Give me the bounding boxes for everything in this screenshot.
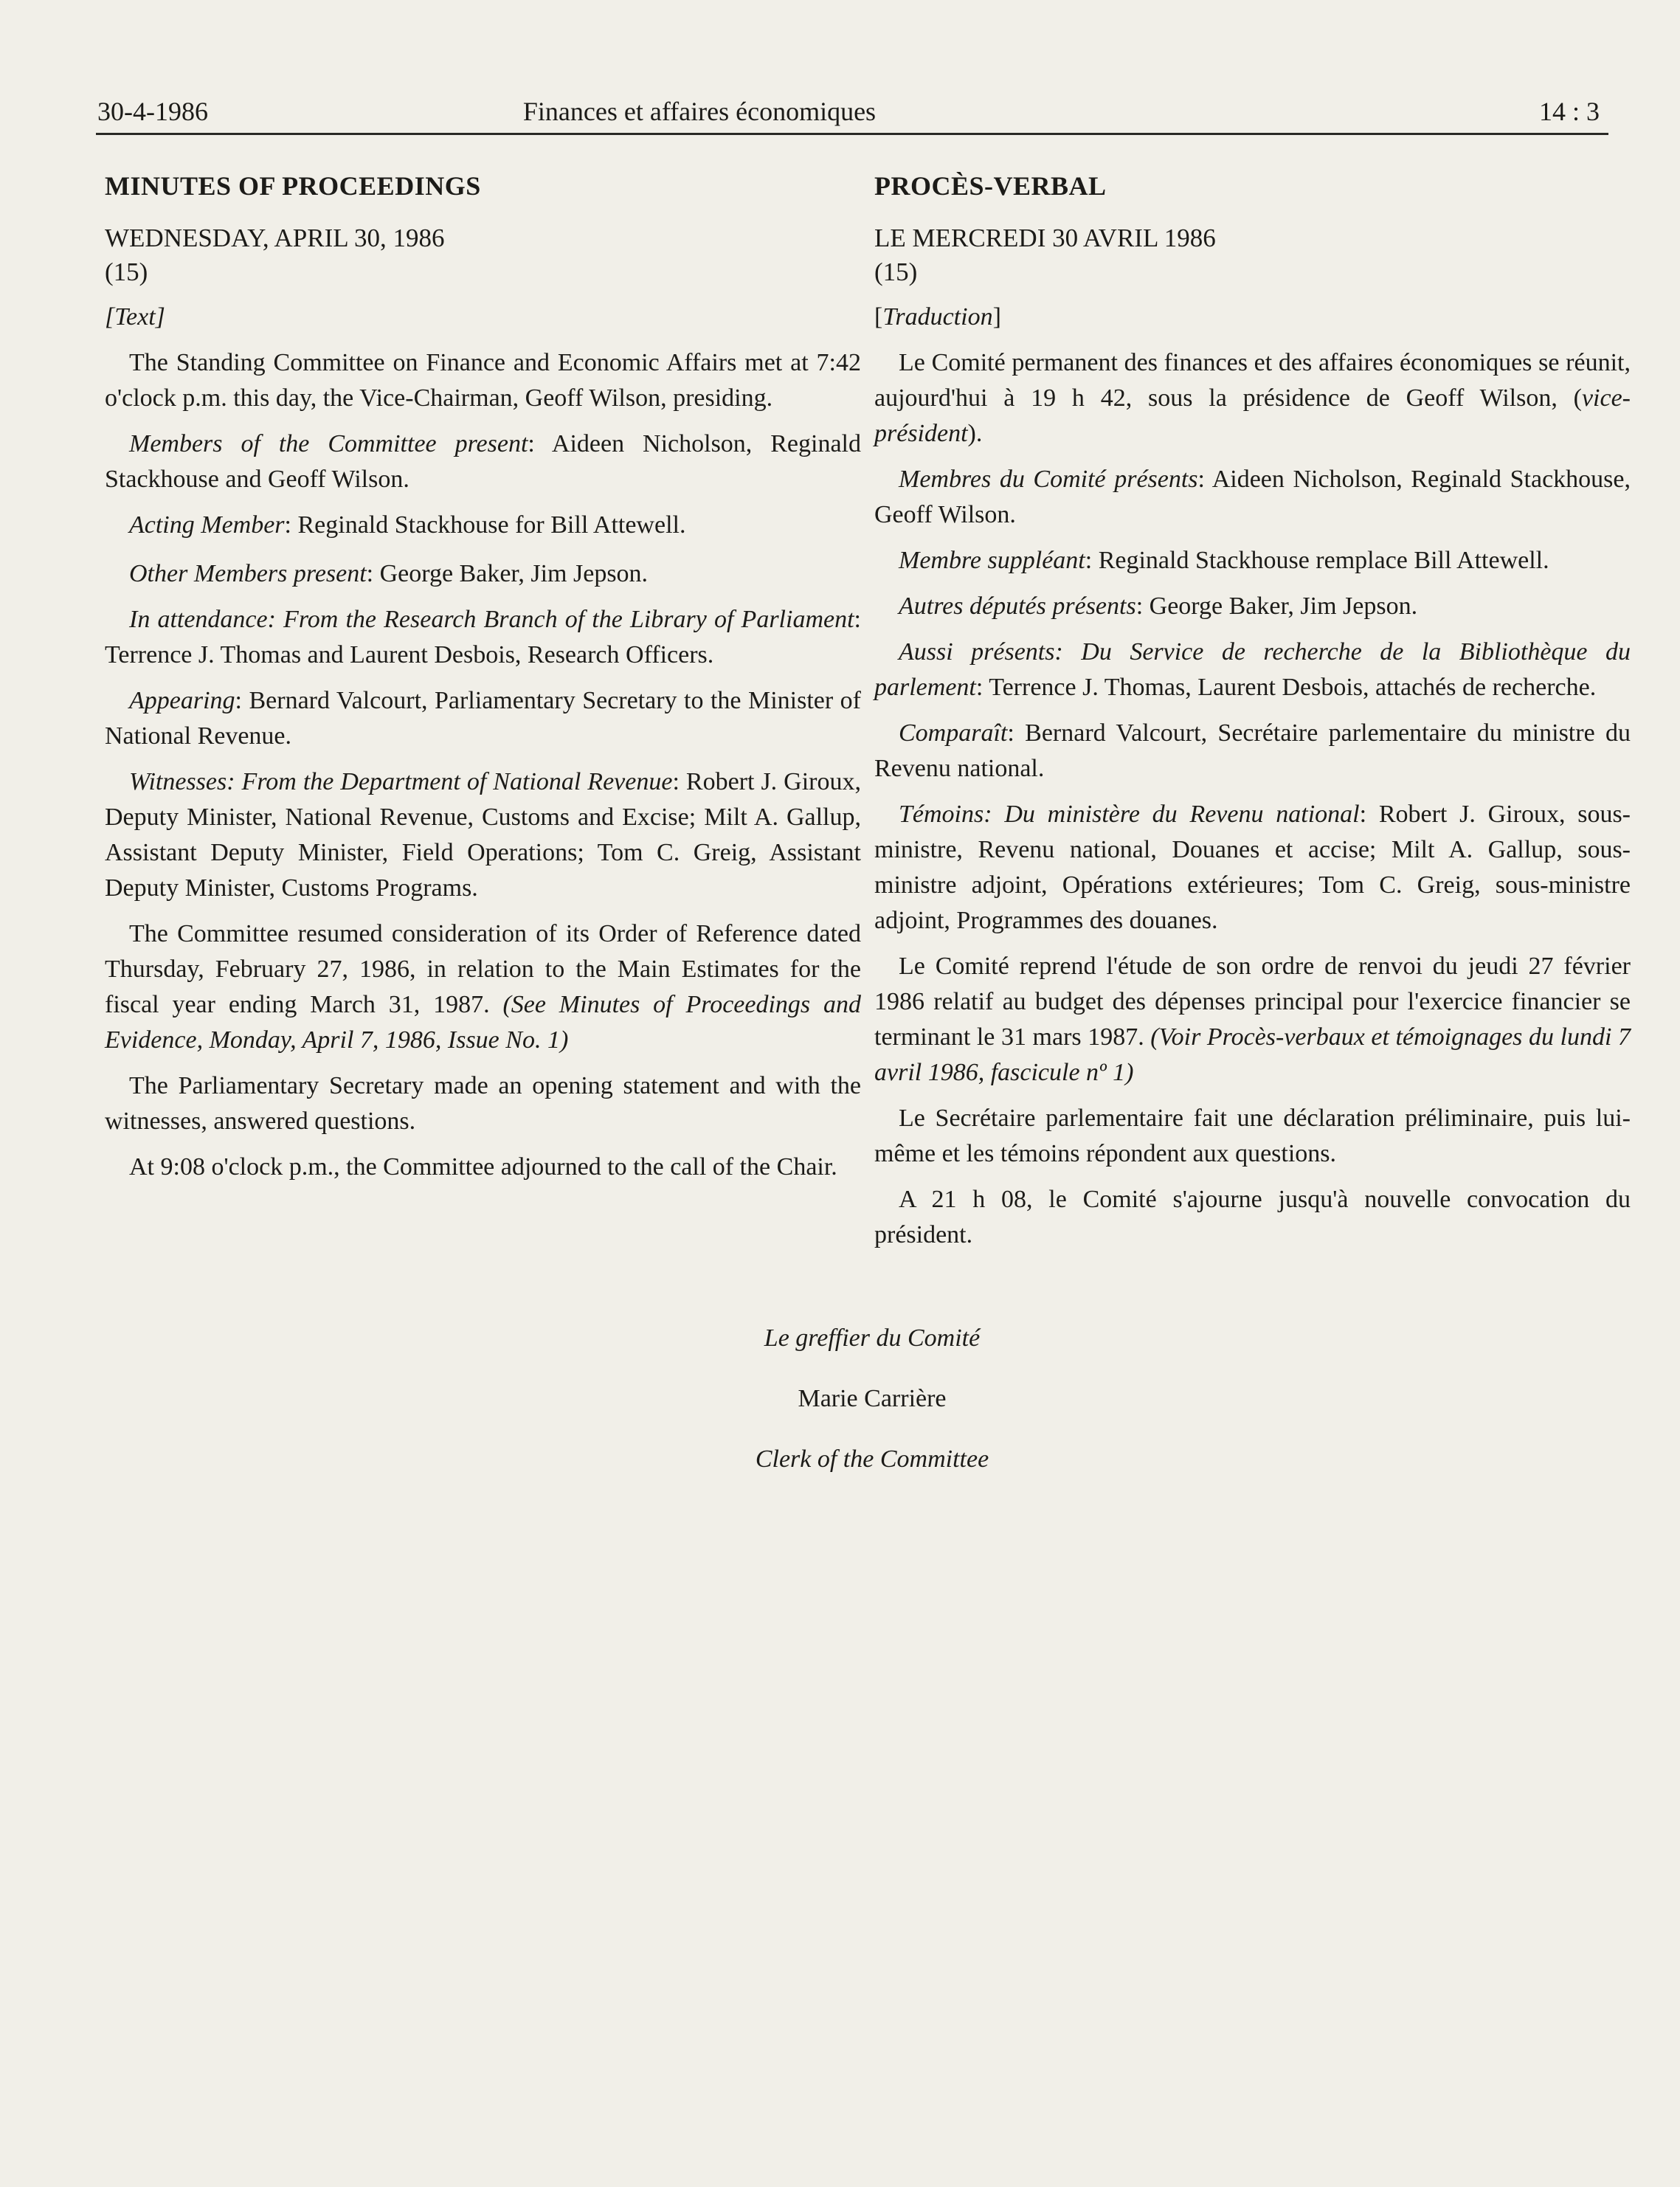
clerk-title-english: Clerk of the Committee bbox=[755, 1445, 989, 1473]
french-attendance-text: : Terrence J. Thomas, Laurent Desbois, attachés de recherche. bbox=[975, 674, 1597, 701]
english-members-text: : Aideen Nicholson, Reginald Stackhouse and Geoff Wilson. bbox=[105, 430, 861, 493]
english-witnesses bbox=[105, 764, 861, 906]
signature-block bbox=[105, 1321, 1610, 1502]
clerk-title-french: Le greffier du Comité bbox=[764, 1324, 981, 1352]
french-text-tag: [Traduction] bbox=[874, 303, 1001, 331]
english-column bbox=[105, 168, 861, 1195]
french-other-label: Autres députés présents bbox=[899, 592, 1136, 620]
french-appearing bbox=[874, 716, 1631, 787]
header-date: 30-4-1986 bbox=[97, 97, 208, 126]
english-attendance bbox=[105, 602, 861, 673]
french-witnesses-text: : Robert J. Giroux, sous-ministre, Revenu national, Douanes et accise; Milt A. Gallup, sous-ministre adjoint, Opérations extérieures; Tom C. Greig, sous-ministre adjoint, Programmes des douanes. bbox=[874, 801, 1631, 934]
english-resumed bbox=[105, 916, 861, 1058]
french-witnesses-label: Témoins: Du ministère du Revenu national bbox=[899, 801, 1360, 828]
french-attendance-label: Aussi présents: Du Service de recherche de la Bibliothèque du parlement bbox=[874, 638, 1631, 701]
french-resumed-ref: (Voir Procès-verbaux et témoignages du lundi 7 avril 1986, fascicule nº 1) bbox=[874, 1023, 1631, 1086]
english-attendance-text: : Terrence J. Thomas and Laurent Desbois, Research Officers. bbox=[105, 606, 861, 668]
french-resumed-text: Le Comité reprend l'étude de son ordre de renvoi du jeudi 27 février 1986 relatif au budget des dépenses principal pour l'exercice financier se terminant le 31 mars 1987. bbox=[874, 953, 1631, 1051]
french-tag-label: Traduction bbox=[882, 303, 993, 331]
english-resumed-ref: (See Minutes of Proceedings and Evidence, Monday, April 7, 1986, Issue No. 1) bbox=[105, 991, 861, 1054]
english-witnesses-label: Witnesses: From the Department of National Revenue bbox=[129, 768, 673, 795]
english-resumed-text: The Committee resumed consideration of its Order of Reference dated Thursday, February 27, 1986, in relation to the Main Estimates for the fiscal year ending March 31, 1987. bbox=[105, 920, 861, 1018]
french-attendance bbox=[874, 635, 1631, 705]
english-appearing-text: : Bernard Valcourt, Parliamentary Secretary to the Minister of National Revenue. bbox=[105, 687, 861, 750]
english-acting bbox=[105, 508, 861, 543]
english-appearing-label: Appearing bbox=[129, 687, 235, 714]
french-statement: Le Secrétaire parlementaire fait une déclaration préliminaire, puis lui-même et les témoins répondent aux questions. bbox=[874, 1105, 1631, 1167]
english-issue: (15) bbox=[105, 258, 148, 286]
french-opening-italic: vice-président bbox=[874, 384, 1631, 447]
french-adjourned: A 21 h 08, le Comité s'ajourne jusqu'à nouvelle convocation du président. bbox=[874, 1186, 1631, 1248]
english-heading: MINUTES OF PROCEEDINGS bbox=[105, 171, 481, 201]
english-other bbox=[105, 556, 861, 592]
french-members bbox=[874, 462, 1631, 533]
french-acting-label: Membre suppléant bbox=[899, 547, 1085, 574]
english-opening: The Standing Committee on Finance and Economic Affairs met at 7:42 o'clock p.m. this day, the Vice-Chairman, Geoff Wilson, presiding. bbox=[105, 349, 861, 412]
french-appearing-label: Comparaît bbox=[899, 719, 1008, 747]
english-adjourned: At 9:08 o'clock p.m., the Committee adjourned to the call of the Chair. bbox=[129, 1153, 837, 1181]
english-text-tag: [Text] bbox=[105, 303, 165, 331]
french-date: LE MERCREDI 30 AVRIL 1986 bbox=[874, 224, 1216, 252]
french-resumed bbox=[874, 949, 1631, 1091]
french-other bbox=[874, 589, 1631, 624]
french-opening bbox=[874, 345, 1631, 452]
english-statement: The Parliamentary Secretary made an opening statement and with the witnesses, answered questions. bbox=[105, 1072, 861, 1135]
clerk-name: Marie Carrière bbox=[798, 1385, 947, 1412]
english-other-text: : George Baker, Jim Jepson. bbox=[366, 560, 649, 587]
french-opening-a: Le Comité permanent des finances et des affaires économiques se réunit, aujourd'hui à 19 h 42, sous la présidence de Geoff Wilson, ( bbox=[874, 349, 1631, 412]
french-column bbox=[874, 168, 1631, 1263]
french-witnesses bbox=[874, 797, 1631, 939]
french-acting bbox=[874, 543, 1631, 578]
page-header bbox=[96, 94, 1608, 135]
french-members-label: Membres du Comité présents bbox=[899, 466, 1198, 493]
french-other-text: : George Baker, Jim Jepson. bbox=[1135, 592, 1418, 620]
french-appearing-text: : Bernard Valcourt, Secrétaire parlementaire du ministre du Revenu national. bbox=[874, 719, 1631, 782]
french-members-text: : Aideen Nicholson, Reginald Stackhouse, Geoff Wilson. bbox=[874, 466, 1631, 528]
english-other-label: Other Members present bbox=[129, 560, 367, 587]
english-attendance-label: In attendance: From the Research Branch of the Library of Parliament bbox=[129, 606, 854, 633]
english-date: WEDNESDAY, APRIL 30, 1986 bbox=[105, 224, 445, 252]
english-acting-label: Acting Member bbox=[129, 511, 285, 539]
header-title: Finances et affaires économiques bbox=[522, 97, 877, 126]
english-appearing bbox=[105, 683, 861, 754]
page-number: 14 : 3 bbox=[1538, 97, 1600, 126]
french-issue: (15) bbox=[874, 258, 918, 286]
english-witnesses-text: : Robert J. Giroux, Deputy Minister, National Revenue, Customs and Excise; Milt A. Gallup, Assistant Deputy Minister, Field Operations; Tom C. Greig, Assistant Deputy Minister, Customs Programs. bbox=[105, 768, 862, 902]
english-members bbox=[105, 426, 861, 497]
french-opening-b: ). bbox=[967, 420, 983, 447]
french-acting-text: : Reginald Stackhouse remplace Bill Attewell. bbox=[1085, 547, 1549, 574]
english-members-label: Members of the Committee present bbox=[129, 430, 528, 457]
english-acting-text: : Reginald Stackhouse for Bill Attewell. bbox=[284, 511, 686, 539]
french-heading: PROCÈS-VERBAL bbox=[874, 171, 1107, 201]
